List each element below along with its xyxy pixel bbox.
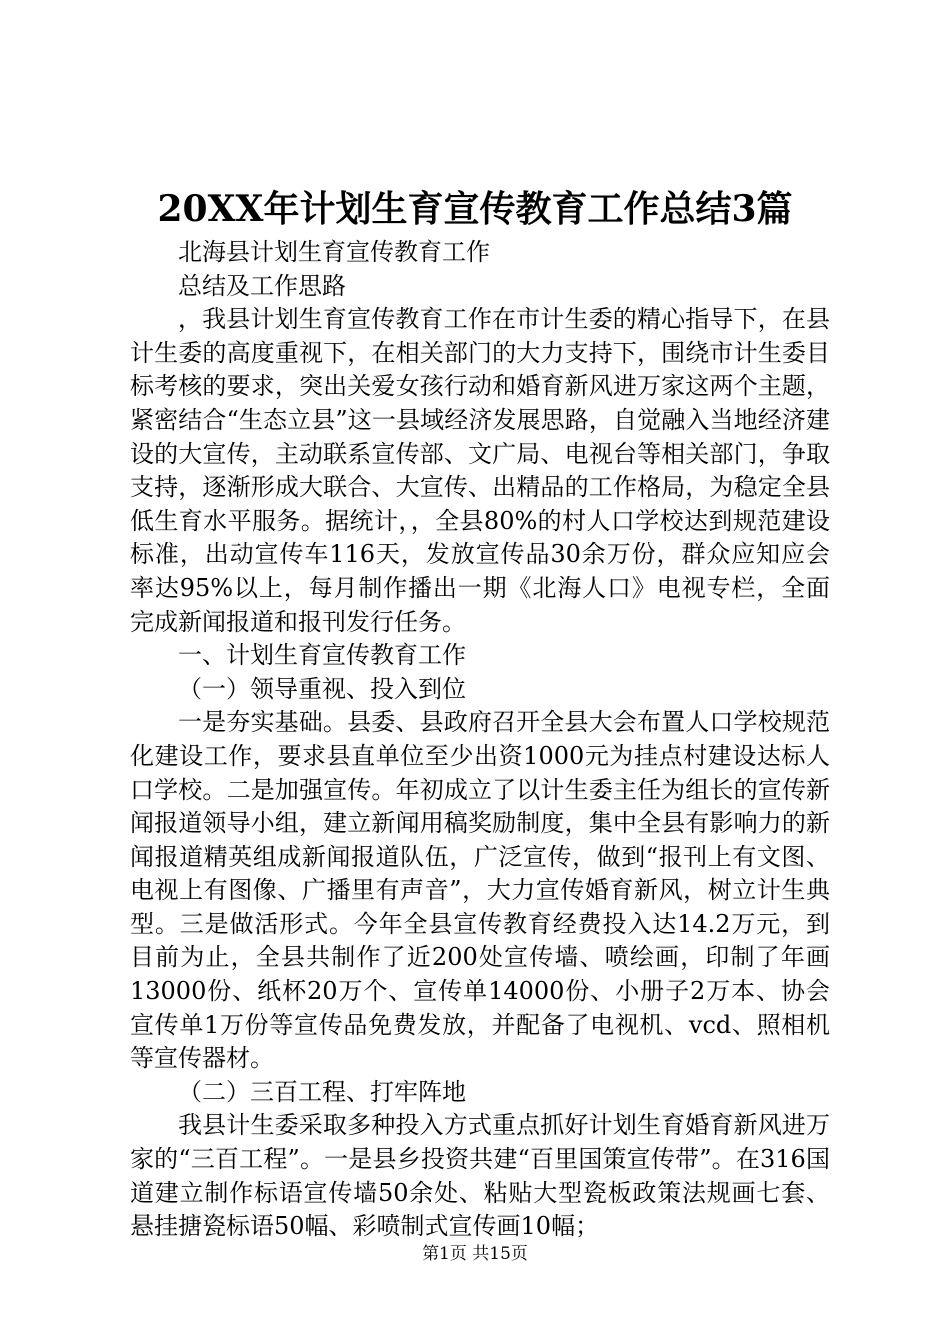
subsection-heading: （一）领导重视、投入到位 <box>178 674 466 703</box>
subsection-heading: （二）三百工程、打牢阵地 <box>178 1077 466 1106</box>
body-paragraph: ，我县计划生育宣传教育工作在市计生委的精心指导下，在县计生委的高度重视下，在相关部门的大力支持下，围绕市计生委目标考核的要求，突出关爱女孩行动和婚育新风进万家这两个主题，紧密结合“生态立县”这一县域经济发展思路，自觉融入当地经济建设的大宣传，主动联系宣传部、文广局、电视台等相关部门，争取支持，逐渐形成大联合、大宣传、出精品的工作格局，为稳定全县低生育水平服务。据统计，，全县80%的村人口学校达到规范建设标准，出动宣传车116天，发放宣传品30余万份，群众应知应会率达95%以上，每月制作播出一期《北海人口》电视专栏，全面完成新闻报道和报刊发行任务。 <box>130 305 830 636</box>
body-paragraph: 一是夯实基础。县委、县政府召开全县大会布置人口学校规范化建设工作，要求县直单位至少出资1000元为挂点村建设达标人口学校。二是加强宣传。年初成立了以计生委主任为组长的宣传新闻报道领导小组，建立新闻用稿奖励制度，集中全县有影响力的新闻报道精英组成新闻报道队伍，广泛宣传，做到“报刊上有文图、电视上有图像、广播里有声音”，大力宣传婚育新风，树立计生典型。三是做活形式。今年全县宣传教育经费投入达14.2万元，到目前为止，全县共制作了近200处宣传墙、喷绘画，印制了年画13000份、纸杯20万个、宣传单14000份、小册子2万本、协会宣传单1万份等宣传品免费发放，并配备了电视机、vcd、照相机等宣传器材。 <box>130 708 830 1073</box>
page-number-footer: 第1页 共15页 <box>422 1244 528 1264</box>
body-paragraph: 北海县计划生育宣传教育工作 <box>178 238 490 266</box>
section-heading: 一、计划生育宣传教育工作 <box>178 641 466 670</box>
document-body <box>130 236 830 1244</box>
document-title: 20XX年计划生育宣传教育工作总结3篇 <box>157 188 793 230</box>
body-paragraph: 总结及工作思路 <box>178 271 346 300</box>
body-paragraph: 我县计生委采取多种投入方式重点抓好计划生育婚育新风进万家的“三百工程”。一是县乡投资共建“百里国策宣传带”。在316国道建立制作标语宣传墙50余处、粘贴大型瓷板政策法规画七套、悬挂搪瓷标语50幅、彩喷制式宣传画10幅； <box>130 1111 830 1241</box>
